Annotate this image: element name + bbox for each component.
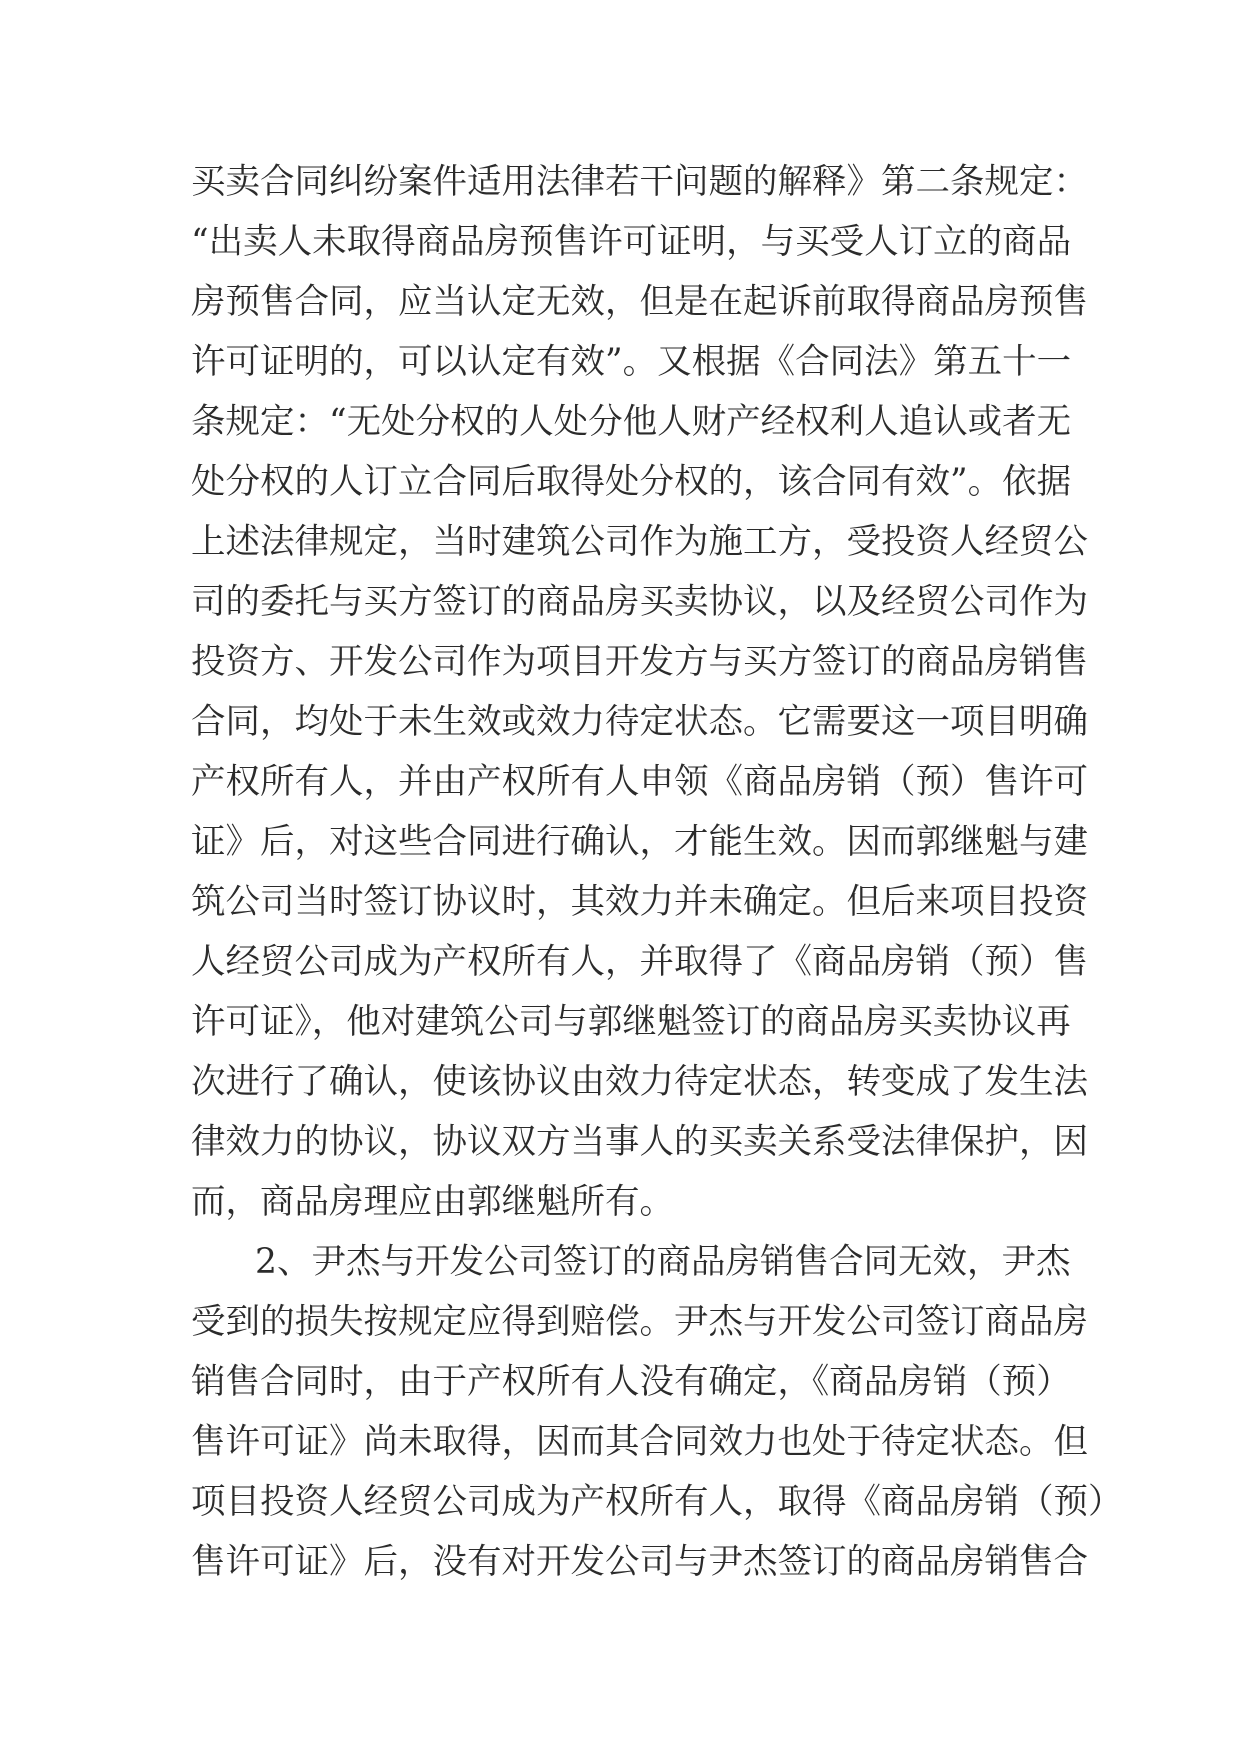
text-line: 次进行了确认，使该协议由效力待定状态，转变成了发生法 (191, 1062, 1088, 1102)
text-line: 而，商品房理应由郭继魁所有。 (191, 1182, 674, 1222)
body-text (191, 152, 1123, 1592)
paragraph-2 (191, 1232, 1123, 1592)
paragraph-1 (191, 152, 1088, 1232)
text-line: 许可证明的，可以认定有效”。又根据《合同法》第五十一 (191, 342, 1072, 382)
text-line: 销售合同时，由于产权所有人没有确定，《商品房销（预） (191, 1362, 1071, 1402)
text-line: 筑公司当时签订协议时，其效力并未确定。但后来项目投资 (191, 882, 1088, 922)
text-line: 售许可证》后，没有对开发公司与尹杰签订的商品房销售合 (191, 1542, 1088, 1582)
text-line: 房预售合同，应当认定无效，但是在起诉前取得商品房预售 (191, 282, 1088, 322)
text-line: 处分权的人订立合同后取得处分权的，该合同有效”。依据 (191, 462, 1072, 502)
text-line: 许可证》，他对建筑公司与郭继魁签订的商品房买卖协议再 (191, 1002, 1071, 1042)
text-line: 上述法律规定，当时建筑公司作为施工方，受投资人经贸公 (191, 522, 1088, 562)
text-line: 条规定：“无处分权的人处分他人财产经权利人追认或者无 (191, 402, 1072, 442)
text-line: 项目投资人经贸公司成为产权所有人，取得《商品房销（预） (191, 1482, 1123, 1522)
text-line: 2、尹杰与开发公司签订的商品房销售合同无效，尹杰 (255, 1242, 1071, 1282)
text-line: 合同，均处于未生效或效力待定状态。它需要这一项目明确 (191, 702, 1088, 742)
text-line: 受到的损失按规定应得到赔偿。尹杰与开发公司签订商品房 (191, 1302, 1088, 1342)
text-line: 投资方、开发公司作为项目开发方与买方签订的商品房销售 (191, 642, 1088, 682)
text-line: 证》后，对这些合同进行确认，才能生效。因而郭继魁与建 (191, 822, 1088, 862)
text-line: “出卖人未取得商品房预售许可证明，与买受人订立的商品 (191, 222, 1072, 262)
text-line: 人经贸公司成为产权所有人，并取得了《商品房销（预）售 (191, 942, 1088, 982)
text-line: 买卖合同纠纷案件适用法律若干问题的解释》第二条规定： (191, 162, 1088, 202)
text-line: 产权所有人，并由产权所有人申领《商品房销（预）售许可 (191, 762, 1088, 802)
text-line: 律效力的协议，协议双方当事人的买卖关系受法律保护，因 (191, 1122, 1088, 1162)
text-line: 售许可证》尚未取得，因而其合同效力也处于待定状态。但 (191, 1422, 1088, 1462)
text-line: 司的委托与买方签订的商品房买卖协议，以及经贸公司作为 (191, 582, 1088, 622)
